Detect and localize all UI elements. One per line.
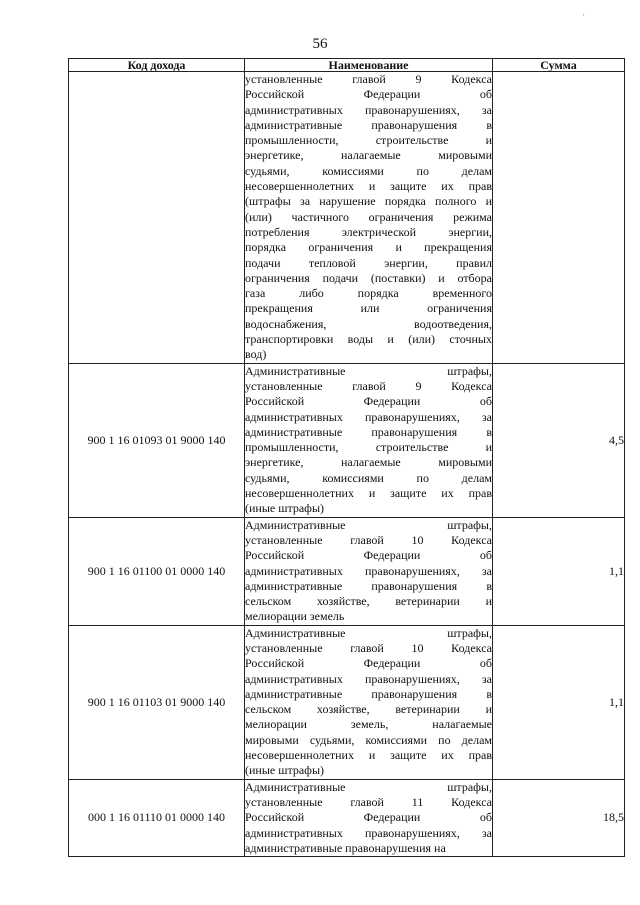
sum-cell: 4,5 [493,363,625,517]
name-text-line: порядка ограничения и прекращения [245,240,492,255]
name-text-line: мелиорации земель [245,609,345,624]
name-text-line: (или) частичного ограничения режима [245,209,492,224]
header-code: Код дохода [69,59,245,72]
name-text-line: прекращения или ограничения [245,301,492,316]
name-text-line: административные правонарушения на [245,840,446,855]
table-row [69,363,625,517]
revenue-table [68,58,625,857]
name-text-line: (иные штрафы) [245,763,325,778]
table-header-row [69,59,625,72]
name-text-line: промышленности, строительстве и [245,133,492,148]
revenue-name-cell [245,517,493,625]
corner-mark: · [582,10,585,20]
name-text-line: административных правонарушениях, за [245,825,492,840]
name-text-line: несовершеннолетних и защите их прав [245,486,492,501]
name-text-line: (штрафы за нарушение порядка полного и [245,194,492,209]
page-number: 56 [312,36,328,52]
revenue-name-cell [245,363,493,517]
name-text-line: промышленности, строительстве и [245,440,492,455]
name-text-line: административные правонарушения в [245,424,492,439]
name-text-line: Административные штрафы, [245,517,492,532]
name-text-line: судьями, комиссиями по делам [245,163,492,178]
name-text-line: установленные главой 11 Кодекса [245,794,492,809]
sum-cell: 1,1 [493,517,625,625]
table-row [69,625,625,779]
name-text-line: мелиорации земель, налагаемые [245,717,492,732]
revenue-code-cell: 900 1 16 01103 01 9000 140 [69,625,245,779]
name-text-line: энергетике, налагаемые мировыми [245,455,492,470]
name-text-line: мировыми судьями, комиссиями по делам [245,732,492,747]
name-text-line: водоснабжения, водоотведения, [245,316,492,331]
name-text-line: административные правонарушения в [245,686,492,701]
revenue-code-cell: 000 1 16 01110 01 0000 140 [69,779,245,856]
revenue-name-cell [245,779,493,856]
name-text-line: транспортировки воды и (или) сточных [245,332,492,347]
name-text-line: административных правонарушениях, за [245,409,492,424]
name-text-line: Административные штрафы, [245,363,492,378]
header-name: Наименование [245,59,493,72]
revenue-name-cell [245,625,493,779]
sum-cell: 18,5 [493,779,625,856]
name-text-line: установленные главой 10 Кодекса [245,532,492,547]
table-row [69,72,625,364]
table-row [69,517,625,625]
name-text-line: Российской Федерации об [245,394,492,409]
name-text-line: сельском хозяйстве, ветеринарии и [245,594,492,609]
name-text-line: установленные главой 10 Кодекса [245,640,492,655]
name-text-line: административных правонарушениях, за [245,671,492,686]
revenue-code-cell: 900 1 16 01093 01 9000 140 [69,363,245,517]
header-sum: Сумма [493,59,625,72]
name-text-line: (иные штрафы) [245,501,325,516]
name-text-line: вод) [245,347,267,362]
name-text-line: Российской Федерации об [245,656,492,671]
name-text-line: административные правонарушения в [245,117,492,132]
name-text-line: ограничения подачи (поставки) и отбора [245,270,492,285]
name-text-line: сельском хозяйстве, ветеринарии и [245,702,492,717]
name-text-line: Российской Федерации об [245,87,492,102]
name-text-line: несовершеннолетних и защите их прав [245,179,492,194]
sum-cell [493,72,625,364]
name-text-line: газа либо порядка временного [245,286,492,301]
name-text-line: подачи тепловой энергии, правил [245,255,492,270]
name-text-line: энергетике, налагаемые мировыми [245,148,492,163]
name-text-line: судьями, комиссиями по делам [245,470,492,485]
revenue-code-cell [69,72,245,364]
name-text-line: Административные штрафы, [245,625,492,640]
name-text-line: потребления электрической энергии, [245,224,492,239]
name-text-line: несовершеннолетних и защите их прав [245,748,492,763]
name-text-line: Административные штрафы, [245,779,492,794]
name-text-line: Российской Федерации об [245,810,492,825]
name-text-line: Российской Федерации об [245,548,492,563]
name-text-line: административных правонарушениях, за [245,102,492,117]
sum-cell: 1,1 [493,625,625,779]
name-text-line: установленные главой 9 Кодекса [245,378,492,393]
name-text-line: административные правонарушения в [245,578,492,593]
table-row [69,779,625,856]
name-text-line: установленные главой 9 Кодекса [245,72,492,86]
name-text-line: административных правонарушениях, за [245,563,492,578]
revenue-code-cell: 900 1 16 01100 01 0000 140 [69,517,245,625]
revenue-name-cell [245,72,493,364]
